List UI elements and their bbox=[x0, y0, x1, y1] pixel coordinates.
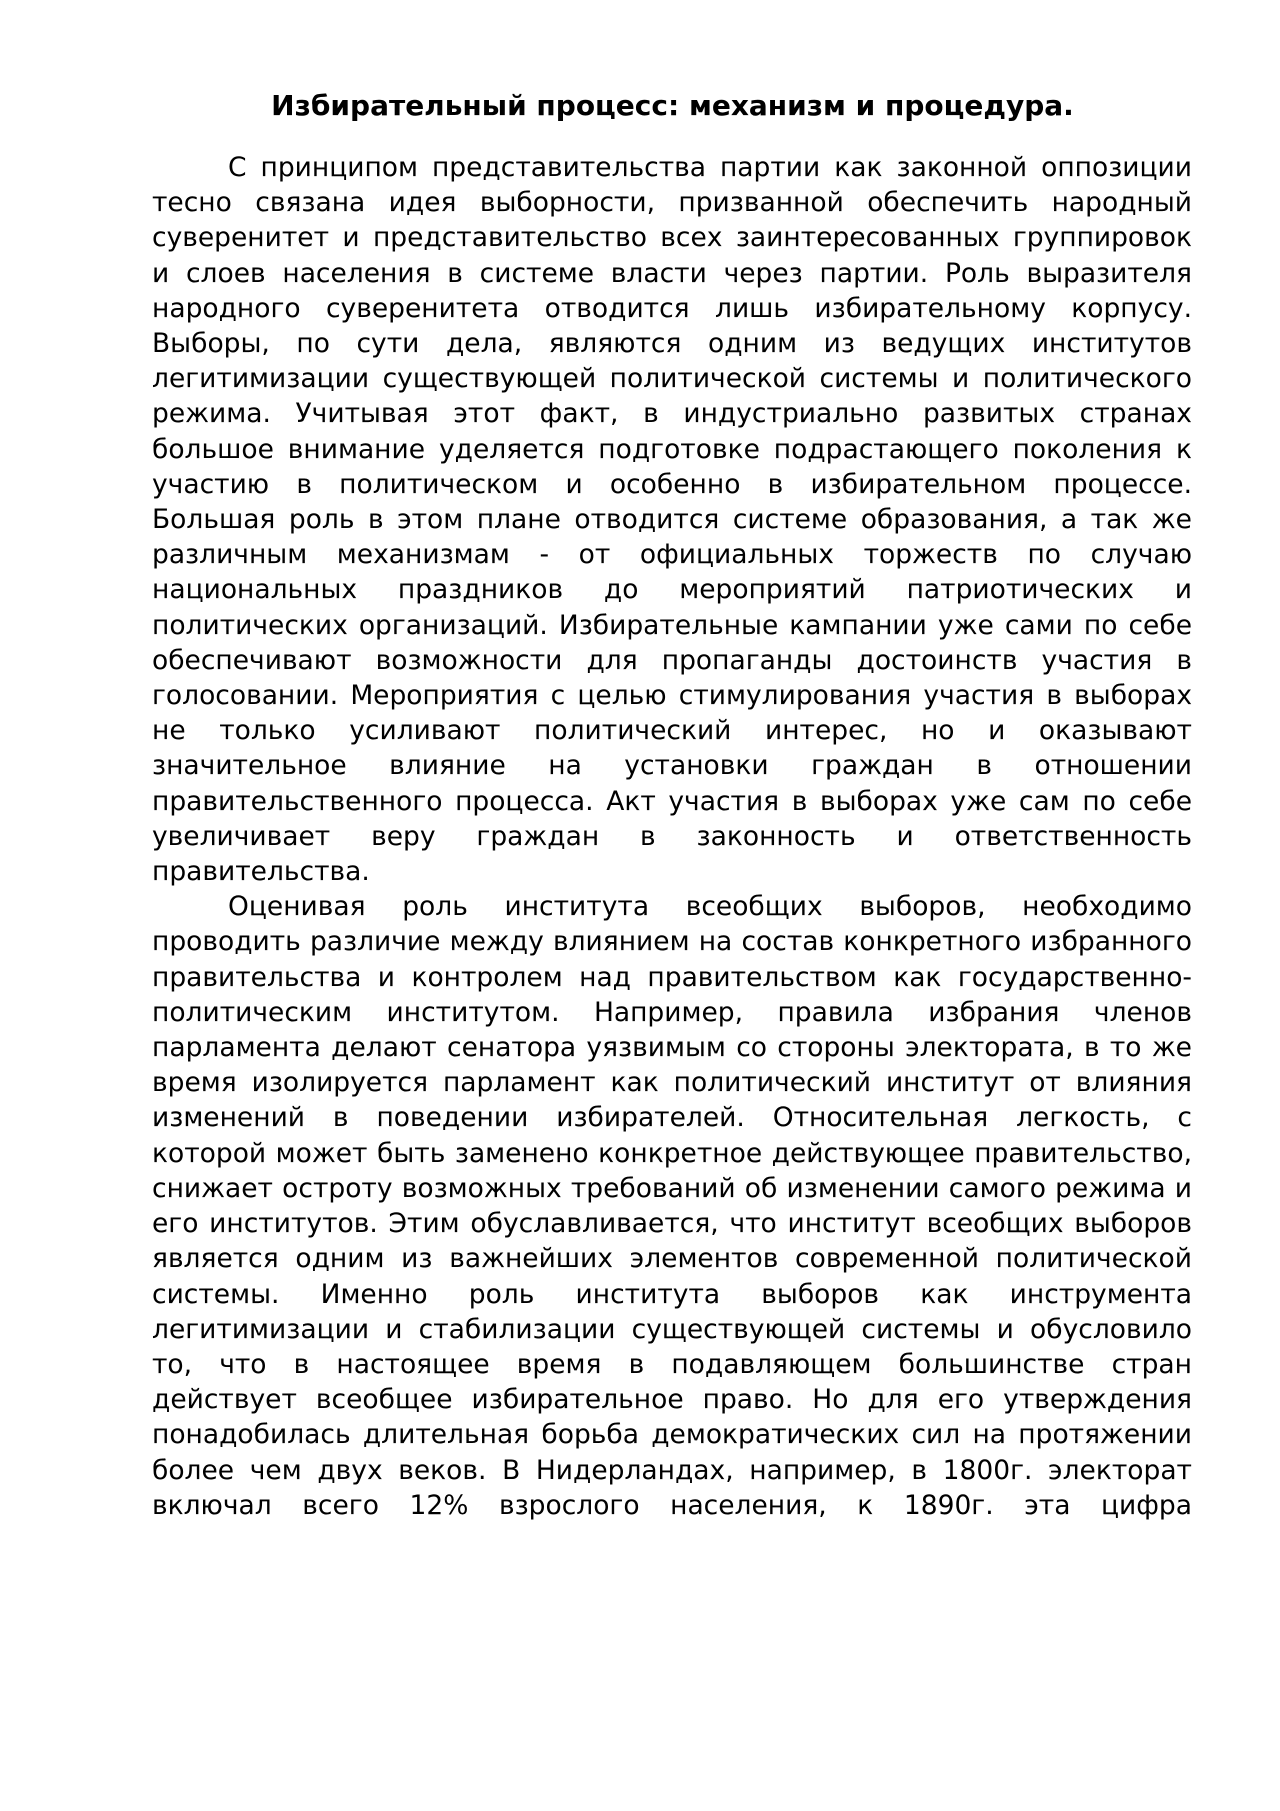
paragraph-2: Оценивая роль института всеобщих выборов, необходимо проводить различие между влиянием на состав конкретного избранного правительства и контролем над правительством как государственно-политическим институтом. Например, правила избрания членов парламента делают сенатора уязвимым со стороны электората, в то же время изолируется парламент как политический институт от влияния изменений в поведении избирателей. Относительная легкость, с которой может быть заменено конкретное действующее правительство, снижает остроту возможных требований об изменении самого режима и его институтов. Этим обуславливается, что институт всеобщих выборов является одним из важнейших элементов современной политической системы. Именно роль института выборов как инструмента легитимизации и стабилизации существующей системы и обусловило то, что в настоящее время в подавляющем большинстве стран действует всеобщее избирательное право. Но для его утверждения понадобилась длительная борьба демократических сил на протяжении более чем двух веков. В Нидерландах, например, в 1800г. электорат включал всего 12% взрослого населения, к 1890г. эта цифра bbox=[152, 891, 1192, 1521]
paragraph-1: С принципом представительства партии как законной оппозиции тесно связана идея выборности, призванной обеспечить народный суверенитет и представительство всех заинтересованных группировок и слоев населения в системе власти через партии. Роль выразителя народного суверенитета отводится лишь избирательному корпусу. Выборы, по сути дела, являются одним из ведущих институтов легитимизации существующей политической системы и политического режима. Учитывая этот факт, в индустриально развитых странах большое внимание уделяется подготовке подрастающего поколения к участию в политическом и особенно в избирательном процессе. Большая роль в этом плане отводится системе образования, а так же различным механизмам - от официальных торжеств по случаю национальных праздников до мероприятий патриотических и политических организаций. Избирательные кампании уже сами по себе обеспечивают возможности для пропаганды достоинств участия в голосовании. Мероприятия с целью стимулирования участия в выборах не только усиливают политический интерес, но и оказывают значительное влияние на установки граждан в отношении правительственного процесса. Акт участия в выборах уже сам по себе увеличивает веру граждан в законность и ответственность правительства. bbox=[152, 152, 1192, 888]
document-title: Избирательный процесс: механизм и процедура. bbox=[271, 89, 1074, 122]
document-body bbox=[152, 150, 1192, 1523]
